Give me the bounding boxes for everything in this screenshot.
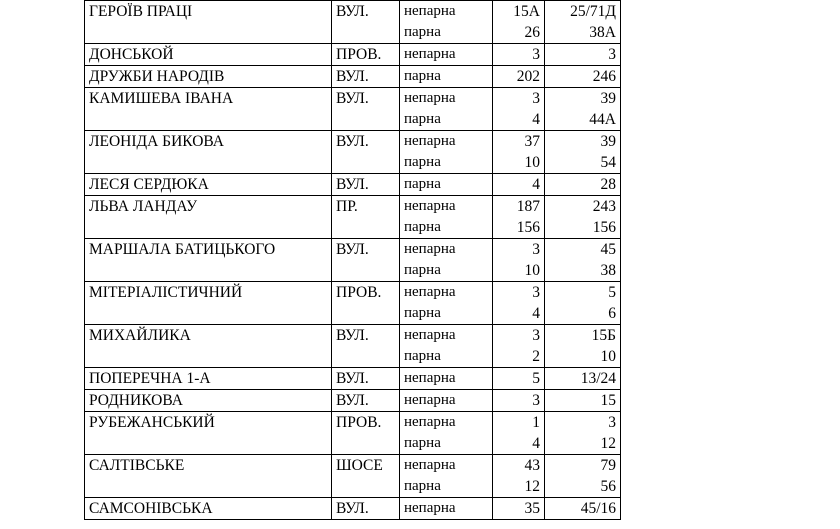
street-type-cell: ВУЛ. <box>332 1 400 23</box>
street-type-cell: ВУЛ. <box>332 66 400 88</box>
table-row <box>85 455 621 477</box>
table-row <box>85 88 621 110</box>
parity-cell: парна <box>400 346 493 368</box>
house-to-cell: 45 <box>545 239 621 261</box>
street-type-cell: ВУЛ. <box>332 88 400 110</box>
table-row <box>85 412 621 434</box>
street-type-cell: ВУЛ. <box>332 174 400 196</box>
parity-cell: непарна <box>400 455 493 477</box>
house-to-cell: 25/71Д <box>545 1 621 23</box>
table-row <box>85 152 621 174</box>
parity-cell: парна <box>400 303 493 325</box>
house-from-cell: 3 <box>493 390 545 412</box>
house-from-cell: 4 <box>493 303 545 325</box>
house-from-cell: 26 <box>493 22 545 44</box>
house-from-cell: 5 <box>493 368 545 390</box>
street-name-cell <box>85 476 332 498</box>
parity-cell: парна <box>400 260 493 282</box>
street-name-cell: ДРУЖБИ НАРОДІВ <box>85 66 332 88</box>
table-row <box>85 303 621 325</box>
street-name-cell: САМСОНІВСЬКА <box>85 498 332 520</box>
table-row <box>85 498 621 520</box>
street-type-cell: ПР. <box>332 196 400 218</box>
street-name-cell <box>85 433 332 455</box>
street-type-cell <box>332 109 400 131</box>
street-name-cell <box>85 303 332 325</box>
street-address-table <box>84 0 621 520</box>
house-from-cell: 3 <box>493 325 545 347</box>
house-to-cell: 15 <box>545 390 621 412</box>
house-to-cell: 243 <box>545 196 621 218</box>
house-to-cell: 56 <box>545 476 621 498</box>
street-name-cell: ЛЕСЯ СЕРДЮКА <box>85 174 332 196</box>
parity-cell: парна <box>400 476 493 498</box>
house-from-cell: 4 <box>493 109 545 131</box>
house-from-cell: 10 <box>493 152 545 174</box>
street-type-cell: ВУЛ. <box>332 498 400 520</box>
house-to-cell: 79 <box>545 455 621 477</box>
table-row <box>85 22 621 44</box>
house-to-cell: 13/24 <box>545 368 621 390</box>
house-from-cell: 43 <box>493 455 545 477</box>
parity-cell: непарна <box>400 390 493 412</box>
house-to-cell: 44А <box>545 109 621 131</box>
street-name-cell: РУБЕЖАНСЬКИЙ <box>85 412 332 434</box>
parity-cell: непарна <box>400 88 493 110</box>
house-to-cell: 6 <box>545 303 621 325</box>
street-type-cell: ВУЛ. <box>332 390 400 412</box>
street-type-cell <box>332 433 400 455</box>
street-name-cell: ДОНСЬКОЙ <box>85 44 332 66</box>
street-type-cell: ВУЛ. <box>332 368 400 390</box>
street-type-cell: ВУЛ. <box>332 131 400 153</box>
house-from-cell: 4 <box>493 433 545 455</box>
table-row <box>85 433 621 455</box>
house-from-cell: 37 <box>493 131 545 153</box>
house-to-cell: 39 <box>545 88 621 110</box>
table-row <box>85 174 621 196</box>
table-row <box>85 109 621 131</box>
street-type-cell: ВУЛ. <box>332 325 400 347</box>
house-from-cell: 3 <box>493 88 545 110</box>
parity-cell: непарна <box>400 196 493 218</box>
table-row <box>85 282 621 304</box>
house-to-cell: 38 <box>545 260 621 282</box>
parity-cell: непарна <box>400 239 493 261</box>
parity-cell: непарна <box>400 131 493 153</box>
street-name-cell: МИХАЙЛИКА <box>85 325 332 347</box>
street-type-cell <box>332 476 400 498</box>
street-name-cell <box>85 346 332 368</box>
house-to-cell: 15Б <box>545 325 621 347</box>
table-row <box>85 390 621 412</box>
page-margin <box>0 0 22 529</box>
street-type-cell <box>332 22 400 44</box>
parity-cell: парна <box>400 152 493 174</box>
street-type-cell <box>332 303 400 325</box>
house-from-cell: 10 <box>493 260 545 282</box>
house-to-cell: 5 <box>545 282 621 304</box>
house-to-cell: 3 <box>545 412 621 434</box>
street-type-cell <box>332 217 400 239</box>
street-name-cell: ГЕРОЇВ ПРАЦІ <box>85 1 332 23</box>
house-to-cell: 12 <box>545 433 621 455</box>
table-row <box>85 325 621 347</box>
table-row <box>85 239 621 261</box>
house-to-cell: 156 <box>545 217 621 239</box>
house-from-cell: 15А <box>493 1 545 23</box>
parity-cell: непарна <box>400 368 493 390</box>
table-row <box>85 217 621 239</box>
street-type-cell: ПРОВ. <box>332 282 400 304</box>
house-from-cell: 2 <box>493 346 545 368</box>
street-name-cell: САЛТІВСЬКЕ <box>85 455 332 477</box>
street-type-cell: ПРОВ. <box>332 412 400 434</box>
street-name-cell <box>85 260 332 282</box>
street-type-cell: ШОСЕ <box>332 455 400 477</box>
street-name-cell: КАМИШЕВА ІВАНА <box>85 88 332 110</box>
house-from-cell: 12 <box>493 476 545 498</box>
house-from-cell: 3 <box>493 44 545 66</box>
table-row <box>85 260 621 282</box>
house-to-cell: 246 <box>545 66 621 88</box>
parity-cell: парна <box>400 66 493 88</box>
house-from-cell: 156 <box>493 217 545 239</box>
parity-cell: парна <box>400 22 493 44</box>
street-name-cell: РОДНИКОВА <box>85 390 332 412</box>
parity-cell: непарна <box>400 282 493 304</box>
table-row <box>85 346 621 368</box>
street-type-cell <box>332 152 400 174</box>
house-from-cell: 4 <box>493 174 545 196</box>
street-type-cell: ВУЛ. <box>332 239 400 261</box>
house-to-cell: 54 <box>545 152 621 174</box>
parity-cell: парна <box>400 174 493 196</box>
parity-cell: непарна <box>400 412 493 434</box>
street-name-cell <box>85 152 332 174</box>
house-to-cell: 39 <box>545 131 621 153</box>
house-to-cell: 28 <box>545 174 621 196</box>
parity-cell: непарна <box>400 44 493 66</box>
table-row <box>85 66 621 88</box>
house-from-cell: 202 <box>493 66 545 88</box>
house-to-cell: 45/16 <box>545 498 621 520</box>
street-name-cell: МІТЕРІАЛІСТИЧНИЙ <box>85 282 332 304</box>
house-from-cell: 1 <box>493 412 545 434</box>
house-from-cell: 187 <box>493 196 545 218</box>
street-name-cell <box>85 109 332 131</box>
parity-cell: парна <box>400 109 493 131</box>
street-name-cell <box>85 22 332 44</box>
table-row <box>85 476 621 498</box>
street-name-cell: ПОПЕРЕЧНА 1-А <box>85 368 332 390</box>
house-from-cell: 3 <box>493 282 545 304</box>
street-type-cell: ПРОВ. <box>332 44 400 66</box>
table-row <box>85 44 621 66</box>
table-row <box>85 196 621 218</box>
house-to-cell: 38А <box>545 22 621 44</box>
parity-cell: парна <box>400 217 493 239</box>
parity-cell: непарна <box>400 1 493 23</box>
parity-cell: непарна <box>400 325 493 347</box>
parity-cell: парна <box>400 433 493 455</box>
parity-cell: непарна <box>400 498 493 520</box>
house-from-cell: 3 <box>493 239 545 261</box>
street-type-cell <box>332 346 400 368</box>
street-name-cell <box>85 217 332 239</box>
table-body <box>85 1 621 520</box>
street-name-cell: ЛЕОНІДА БИКОВА <box>85 131 332 153</box>
house-from-cell: 35 <box>493 498 545 520</box>
street-name-cell: ЛЬВА ЛАНДАУ <box>85 196 332 218</box>
house-to-cell: 3 <box>545 44 621 66</box>
street-type-cell <box>332 260 400 282</box>
table-row <box>85 368 621 390</box>
house-to-cell: 10 <box>545 346 621 368</box>
street-name-cell: МАРШАЛА БАТИЦЬКОГО <box>85 239 332 261</box>
table-row <box>85 131 621 153</box>
table-row <box>85 1 621 23</box>
